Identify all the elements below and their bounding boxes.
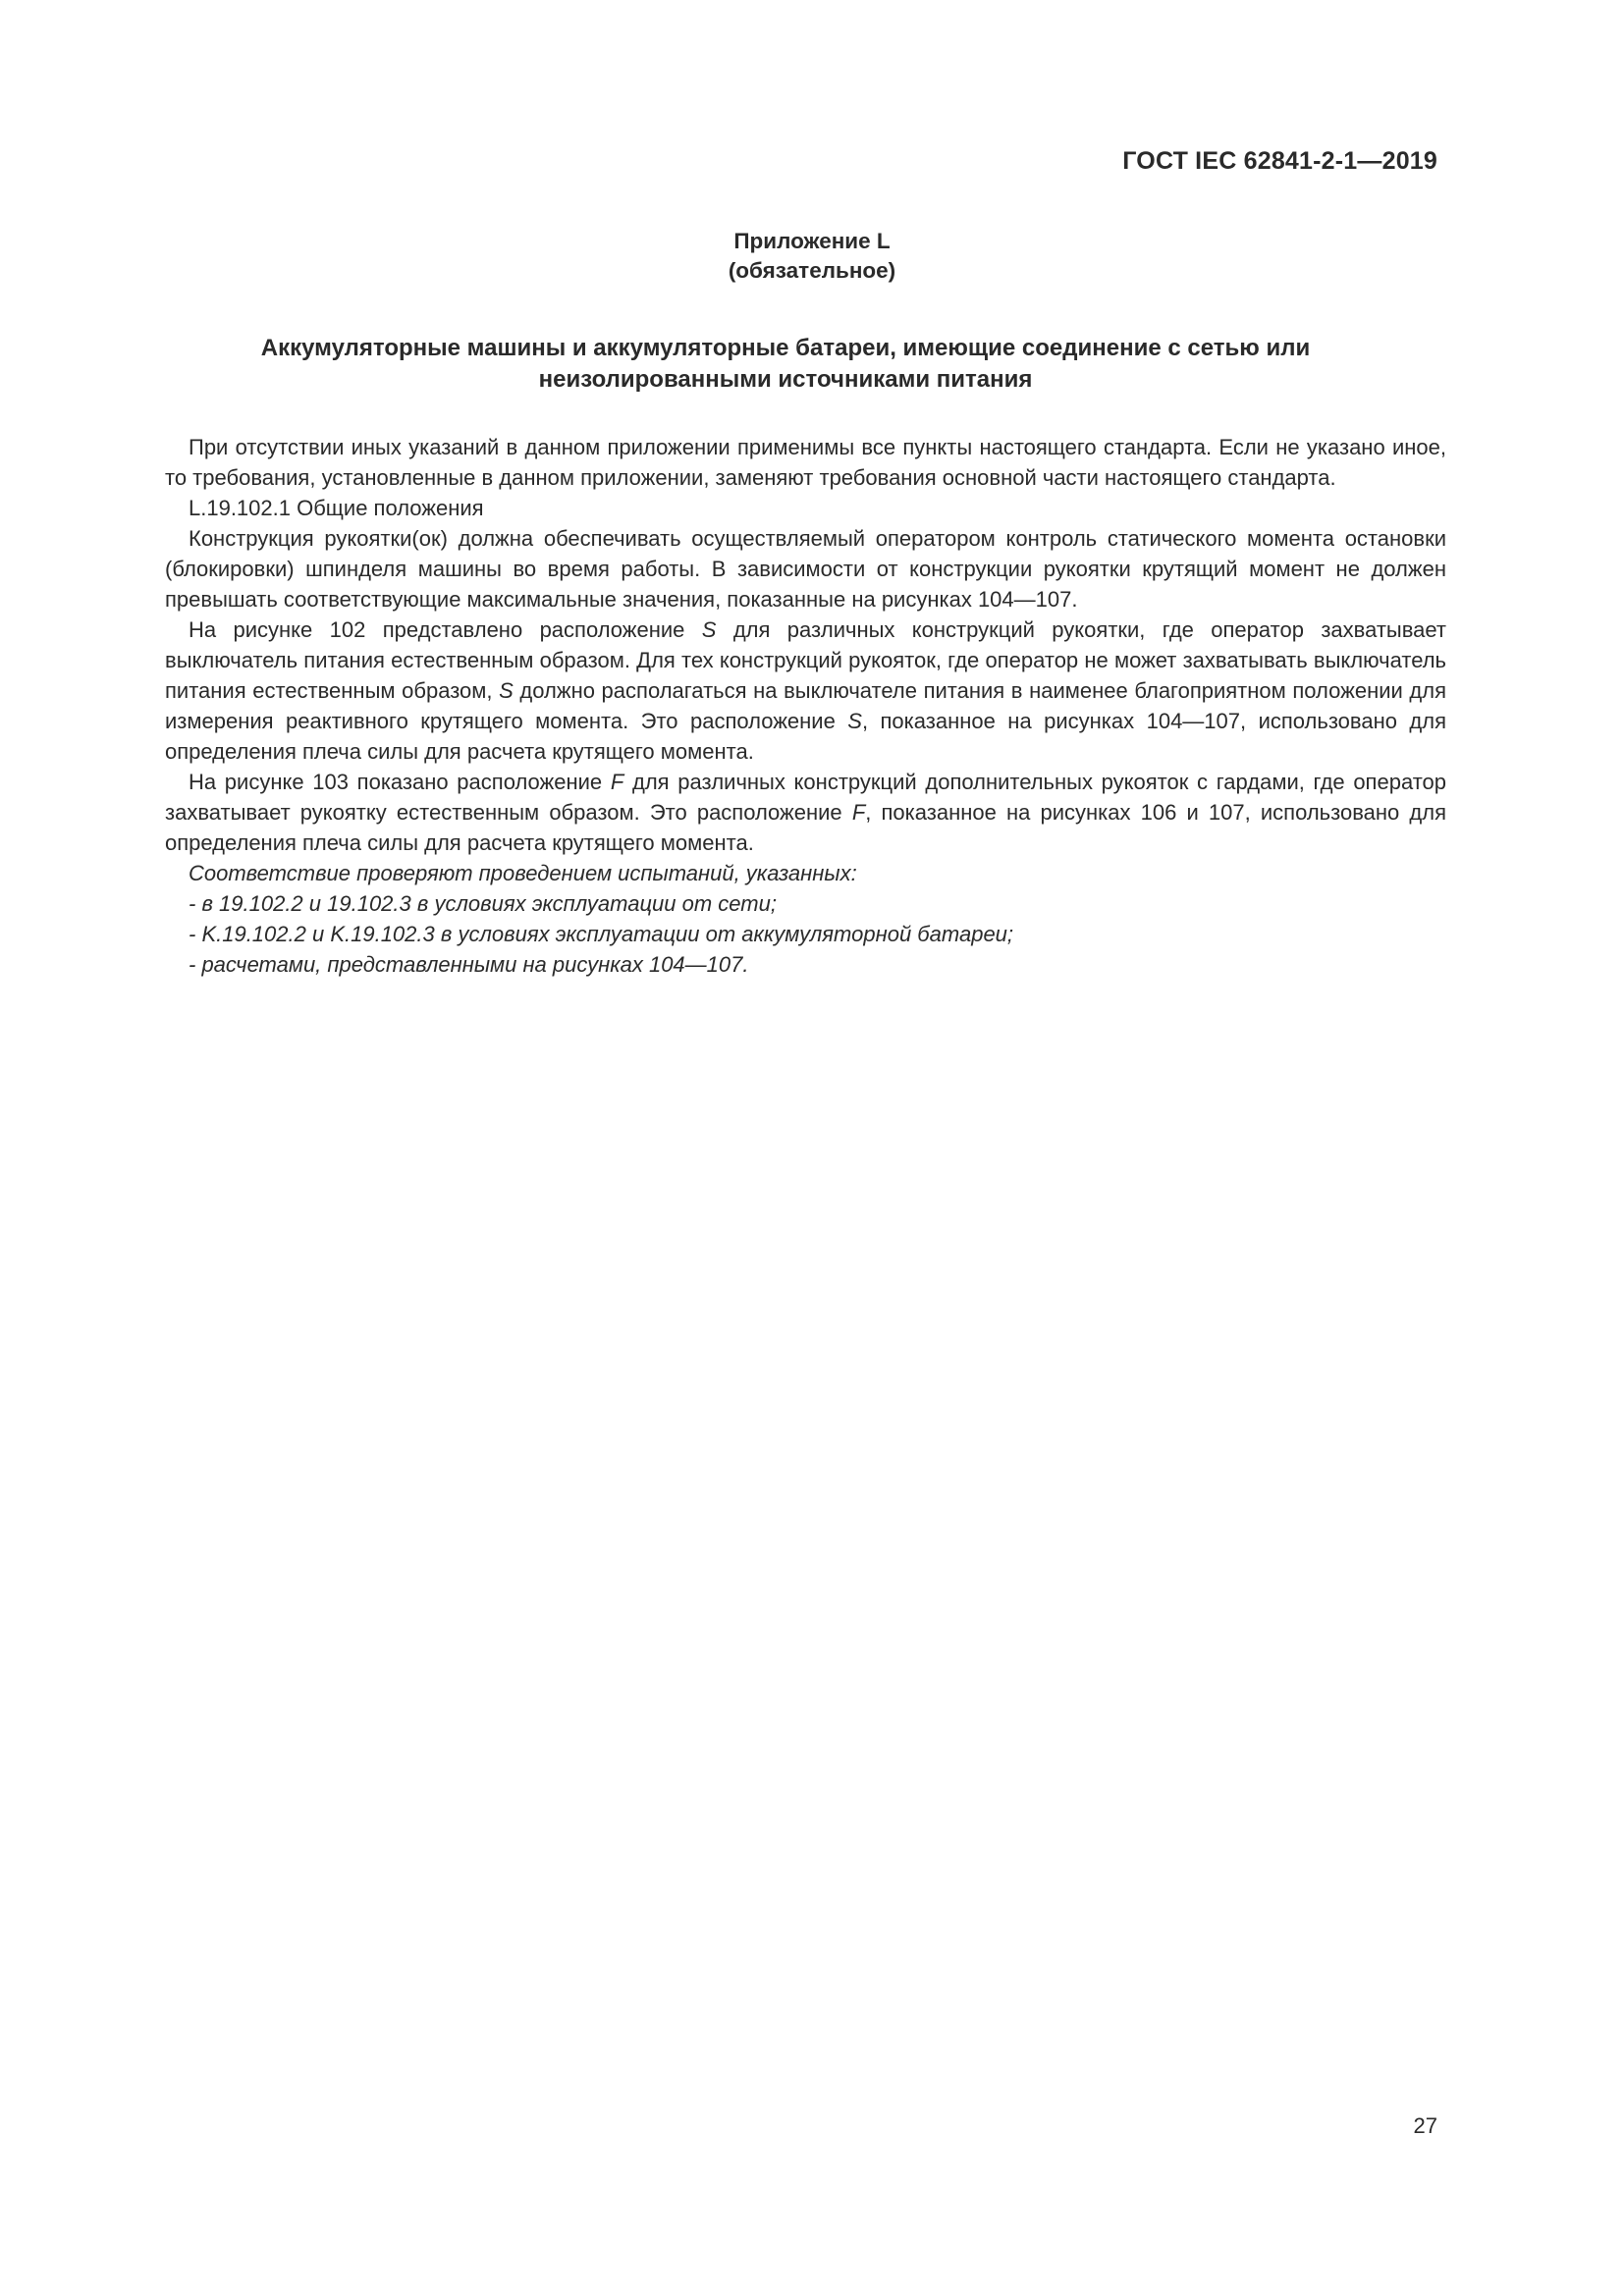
paragraph-handle-design: Конструкция рукоятки(ок) должна обеспечивать осуществляемый оператором контроль статического момента остановки (блокировки) шпинделя машины во время работы. В зависимости от конструкции рукоятки крутящий момент не должен превышать соответствующие максимальные значения, показанные на рисунках 104—107. [165,526,1446,612]
symbol-s: S [499,678,514,703]
compliance-item: - K.19.102.2 и K.19.102.3 в условиях эксплуатации от аккумуляторной батареи; [189,922,1014,946]
symbol-s: S [701,617,717,642]
clause-heading: L.19.102.1 Общие положения [189,496,484,520]
paragraph-figure-103-part3: , показанное на рисунках 106 и 107, использовано для определения плеча силы для расчета крутящего момента. [165,800,1446,855]
section-title [157,333,1414,396]
paragraph-figure-103 [165,767,1446,858]
paragraph-figure-102-part3: должно располагаться на выключателе питания в наименее благоприятном положении для измерения реактивного крутящего момента. Это расположение [165,678,1446,733]
annex-title: Приложение L [733,229,891,253]
section-title-line2: неизолированными источниками питания [538,366,1033,393]
paragraph-figure-103-part2: для различных конструкций дополнительных рукояток с гардами, где оператор захватывает рукоятку естественным образом. Это расположение [165,770,1446,825]
symbol-s: S [847,709,862,733]
body-text [165,432,1446,980]
document-code: ГОСТ IEC 62841-2-1—2019 [1122,147,1437,175]
annex-kind: (обязательное) [728,258,896,283]
compliance-item: - расчетами, представленными на рисунках 104—107. [189,952,749,977]
paragraph-figure-102 [165,614,1446,767]
paragraph-figure-102-part2: для различных конструкций рукоятки, где оператор захватывает выключатель питания естественным образом. Для тех конструкций рукояток, где оператор не может захватывать выключатель питания естественным образом, [165,617,1446,703]
section-title-line1: Аккумуляторные машины и аккумуляторные батареи, имеющие соединение с сетью или [260,335,1311,361]
paragraph-figure-103-part1: На рисунке 103 показано расположение [189,770,611,794]
paragraph-scope: При отсутствии иных указаний в данном приложении применимы все пункты настоящего стандарта. Если не указано иное, то требования, установленные в данном приложении, заменяют требования основной части настоящего стандарта. [165,435,1446,490]
paragraph-figure-102-part4: , показанное на рисунках 104—107, использовано для определения плеча силы для расчета крутящего момента. [165,709,1446,764]
compliance-item: - в 19.102.2 и 19.102.3 в условиях эксплуатации от сети; [189,891,777,916]
symbol-f: F [851,800,866,825]
paragraph-figure-102-part1: На рисунке 102 представлено расположение [189,617,702,642]
symbol-f: F [610,770,624,794]
compliance-statement: Соответствие проверяют проведением испытаний, указанных: [189,861,857,885]
page-number: 27 [1413,2113,1437,2138]
